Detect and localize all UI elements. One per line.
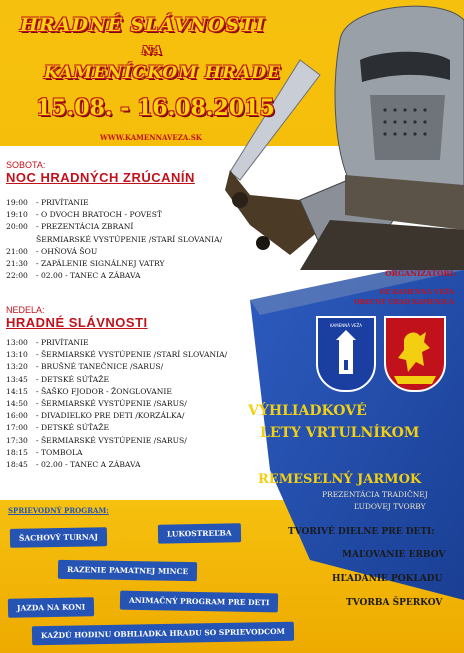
title-line1: HRADNÉ SLÁVNOSTI: [20, 14, 266, 36]
fair-title: REMESELNÝ JARMOK: [258, 472, 422, 487]
schedule-row: 17:00 - DETSKÉ SÚŤAŽE: [6, 423, 110, 433]
schedule-row: 14:50 - ŠERMIARSKÉ VYSTÚPENIE /SARUS/: [6, 399, 187, 409]
schedule-row: 16:00 - DIVADIELKO PRE DETI /KORZÁLKA/: [6, 411, 185, 421]
saturday-label: SOBOTA:: [6, 160, 46, 170]
schedule-row: 22:00 - 02.00 - TANEC A ZÁBAVA: [6, 271, 141, 281]
organizers-label: ORGANIZÁTORI:: [385, 269, 456, 278]
program-item: LUKOSTREĽBA: [158, 523, 241, 543]
sunday-title: HRADNÉ SLÁVNOSTI: [6, 315, 148, 330]
schedule-row: 17:30 - ŠERMIARSKÉ VYSTÚPENIE /SARUS/: [6, 435, 187, 445]
kamenica-coat-of-arms: [384, 316, 446, 392]
program-item: JAZDA NA KONI: [8, 597, 95, 618]
organizer-2: OBECNÝ ÚRAD KAMENICA: [354, 298, 454, 306]
lion-icon: [386, 318, 444, 390]
schedule-row: ŠERMIARSKÉ VYSTÚPENIE /STARÍ SLOVANIA/: [36, 234, 223, 244]
title-line3: KAMENÍCKOM HRADE: [44, 63, 282, 83]
sunday-schedule: [6, 337, 227, 471]
schedule-row: 13:10 - ŠERMIARSKÉ VYSTÚPENIE /STARÍ SLOVANIA/: [6, 350, 228, 360]
flights-line2: LETY VRTULNÍKOM: [260, 425, 420, 441]
schedule-row: 21:00 - OHŇOVÁ ŠOU: [6, 246, 98, 256]
schedule-row: 14:15 - ŠAŠKO FJODOR - ŽONGLOVANIE: [6, 386, 172, 396]
schedule-row: 18:15 - TOMBOLA: [6, 447, 83, 457]
website-link[interactable]: WWW.KAMENNAVEZA.SK: [100, 133, 202, 142]
kamenna-veza-logo: KAMENNÁ VEŽA: [316, 316, 376, 392]
sunday-label: NEDELA:: [6, 305, 45, 315]
flights-line1: VÝHLIADKOVÉ: [248, 403, 367, 419]
schedule-row: 21:30 - ZAPÁLENIE SIGNÁLNEJ VATRY: [6, 259, 165, 269]
event-dates: 15.08. - 16.08.2015: [36, 95, 275, 121]
schedule-row: 19:10 - O DVOCH BRATOCH - POVESŤ: [6, 210, 162, 220]
program-label: SPRIEVODNÝ PROGRAM:: [8, 506, 109, 515]
schedule-row: 13:00 - PRIVÍTANIE: [6, 338, 89, 347]
program-item: ANIMAČNÝ PROGRAM PRE DETI: [120, 591, 279, 613]
schedule-row: 18:45 - 02.00 - TANEC A ZÁBAVA: [6, 460, 141, 470]
tower-icon: [318, 318, 374, 390]
fair-subtitle-1: PREZENTÁCIA TRADIČNEJ: [322, 490, 428, 499]
schedule-row: 13:20 - BRUŠNÉ TANEČNICE /SARUS/: [6, 362, 164, 372]
schedule-row: 20:00 - PREZENTÁCIA ZBRANÍ: [6, 222, 134, 232]
program-item: ŠACHOVÝ TURNAJ: [10, 527, 107, 548]
workshop-item: MAĽOVANIE ERBOV: [342, 550, 446, 560]
fair-subtitle-2: ĽUDOVEJ TVORBY: [354, 502, 426, 511]
title-line2: NA: [142, 44, 163, 57]
program-item: RAZENIE PAMATNEJ MINCE: [58, 560, 198, 581]
schedule-row: 13:45 - DETSKÉ SÚŤAŽE: [6, 374, 110, 384]
organizer-1: OZ KAMENNÁ VEŽA: [379, 288, 454, 296]
saturday-title: NOC HRADNÝCH ZRÚCANÍN: [6, 170, 195, 185]
schedule-row: 19:00 - PRIVÍTANIE: [6, 198, 89, 207]
workshop-item: TVORBA ŠPERKOV: [346, 598, 443, 608]
saturday-schedule: [6, 197, 222, 282]
program-item: KAŽDÚ HODINU OBHLIADKA HRADU SO SPRIEVODCOM: [32, 622, 294, 646]
workshops-title: TVORIVÉ DIELNE PRE DETI:: [288, 527, 435, 537]
workshop-item: HĽADANIE POKLADU: [332, 574, 443, 584]
